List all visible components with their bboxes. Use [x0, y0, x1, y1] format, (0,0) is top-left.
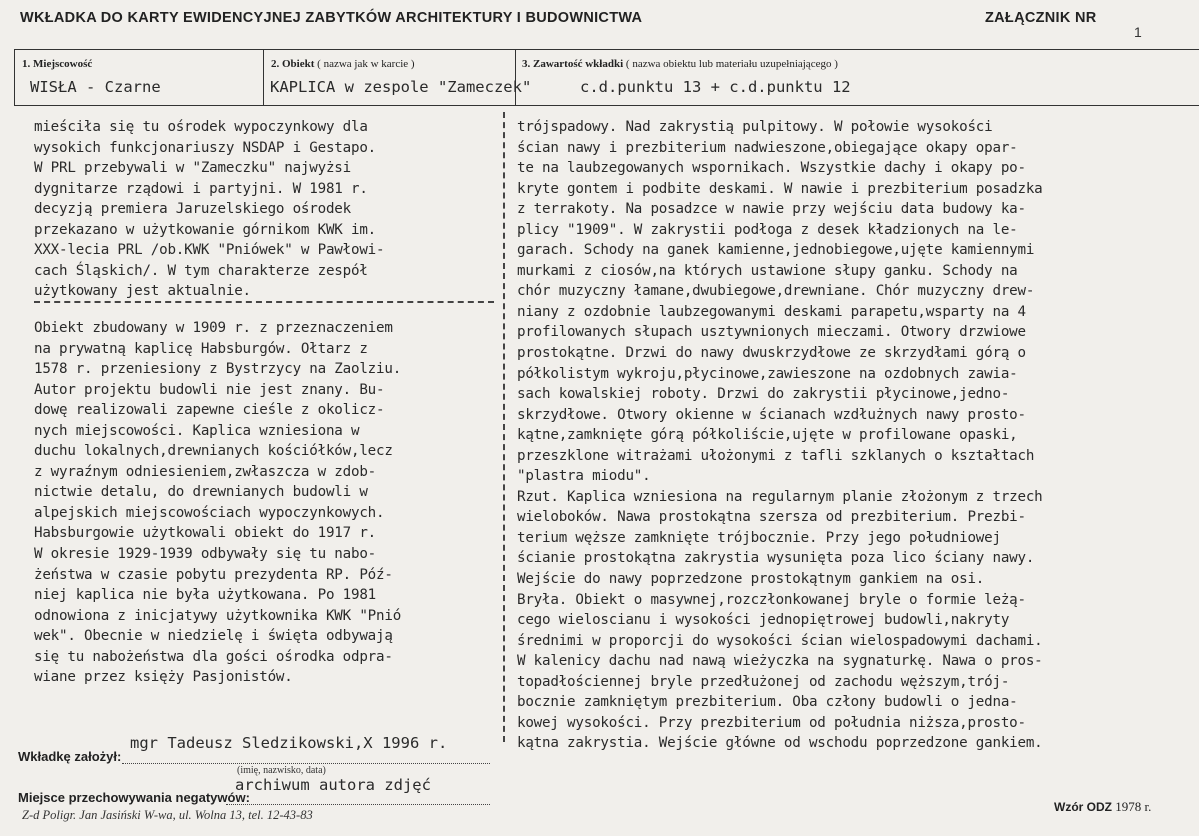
text-line: kątna zakrystia. Wejście główne od wschodu poprzedzone gankiem. — [517, 735, 1043, 752]
left-text-block-1 — [34, 117, 384, 302]
text-line: prostokątne. Drzwi do nawy dwuskrzydłowe ze skrzydłami górą o — [517, 345, 1026, 362]
text-line: profilowanych słupach usztywnionych mieczami. Otwory drzwiowe — [517, 324, 1026, 341]
annex-number: 1 — [1134, 24, 1142, 40]
text-line: terium węższe zamknięte trójbocznie. Przy jego południowej — [517, 529, 1001, 546]
section-separator — [34, 301, 494, 303]
text-line: Rzut. Kaplica wzniesiona na regularnym planie złożonym z trzech — [517, 488, 1043, 505]
annex-label: ZAŁĄCZNIK NR — [985, 10, 1097, 26]
text-line: garach. Schody na ganek kamienne,jednobiegowe,ujęte kamiennymi — [517, 242, 1035, 259]
text-line: duchu lokalnych,drewnianych kościółków,lecz — [34, 443, 393, 460]
negatives-dotted-line — [226, 804, 490, 805]
field-content-value: c.d.punktu 13 + c.d.punktu 12 — [580, 78, 851, 96]
author-dotted-line — [122, 763, 490, 764]
field-content-label: 3. Zawartość wkładki ( nazwa obiektu lub materiału uzupełniającego ) — [522, 58, 838, 70]
field-object-label: 2. Obiekt ( nazwa jak w karcie ) — [271, 58, 415, 70]
field-divider-1 — [263, 49, 264, 106]
text-line: bocznie zamkniętym prezbiterium. Oba człony budowli o jedna- — [517, 694, 1018, 711]
text-line: W kalenicy dachu nad nawą wieżyczka na sygnaturkę. Nawa o pros- — [517, 653, 1043, 670]
text-line: plicy "1909". W zakrystii podłoga z desek kładzionych na le- — [517, 221, 1018, 238]
text-line: cego wieloscianu i wysokości jednopiętrowej budowli,nakryty — [517, 612, 1010, 629]
fields-rule — [14, 105, 1199, 106]
text-line: wieloboków. Nawa prostokątna szersza od prezbiterium. Prezbi- — [517, 509, 1026, 526]
text-line: W PRL przebywali w "Zameczku" najwyżsi — [34, 160, 351, 177]
text-line: nictwie detalu, do drewnianych budowli w — [34, 484, 368, 501]
text-line: sach kowalskiej roboty. Drzwi do zakrystii płycinowe,jedno- — [517, 386, 1010, 403]
negatives-value: archiwum autora zdjęć — [235, 776, 431, 794]
text-line: decyzją premiera Jaruzelskiego ośrodek — [34, 201, 351, 218]
text-line: te na laubzegowanych wspornikach. Wszystkie dachy i okapy po- — [517, 160, 1026, 177]
text-line: na prywatną kaplicę Habsburgów. Ołtarz z — [34, 340, 368, 357]
text-line: chór muzyczny łamane,dwubiegowe,drewniane. Chór muzyczny drew- — [517, 283, 1035, 300]
text-line: wysokich funkcjonariuszy NSDAP i Gestapo. — [34, 139, 377, 156]
field-locality-value: WISŁA - Czarne — [30, 78, 161, 96]
text-line: Obiekt zbudowany w 1909 r. z przeznaczeniem — [34, 320, 393, 336]
column-divider — [503, 112, 505, 742]
text-line: murkami z ciosów,na których ustawione słupy ganku. Schody na — [517, 262, 1018, 279]
text-line: topadłościennej bryle przedłużonej od zachodu węższym,trój- — [517, 673, 1010, 690]
text-line: skrzydłowe. Otwory okienne w ścianach wzdłużnych nawy prosto- — [517, 406, 1026, 423]
text-line: cach Śląskich/. W tym charakterze zespół — [34, 262, 368, 279]
left-text-block-2 — [34, 318, 401, 688]
author-hint: (imię, nazwisko, data) — [237, 765, 326, 776]
text-line: XXX-lecia PRL /ob.KWK "Pniówek" w Pawłowi- — [34, 242, 385, 259]
field-content-hint: ( nazwa obiektu lub materiału uzupełniającego ) — [625, 58, 838, 70]
text-line: dowę realizowali zapewne cieśle z okolicz- — [34, 402, 385, 419]
field-object-hint: ( nazwa jak w karcie ) — [317, 58, 415, 70]
text-line: Bryła. Obiekt o masywnej,rozczłonkowanej bryle o formie leżą- — [517, 591, 1026, 608]
author-value: mgr Tadeusz Sledzikowski,X 1996 r. — [130, 734, 448, 752]
text-line: "plastra miodu". — [517, 468, 651, 485]
text-line: się tu nabożeństwa dla gości ośrodka odpra- — [34, 648, 393, 665]
text-line: kątne,zamknięte górą półkoliście,ujęte w profilowane opaski, — [517, 427, 1018, 444]
text-line: niej kaplica nie była użytkowana. Po 1981 — [34, 587, 377, 604]
text-line: wiane przez księży Pasjonistów. — [34, 669, 293, 686]
text-line: Autor projektu budowli nie jest znany. Bu- — [34, 381, 385, 398]
text-line: Habsburgowie użytkowali obiekt do 1917 r. — [34, 525, 377, 542]
printer-imprint: Z-d Poligr. Jan Jasiński W-wa, ul. Wolna 13, tel. 12-43-83 — [22, 808, 313, 822]
text-line: 1578 r. przeniesiony z Bystrzycy na Zaolziu. — [34, 361, 402, 378]
text-line: przeszklone witrażami ułożonymi z tafli szklanych o kształtach — [517, 447, 1035, 464]
text-line: Wejście do nawy poprzedzone prostokątnym gankiem na osi. — [517, 571, 985, 588]
field-locality-label: 1. Miejscowość — [22, 58, 93, 70]
header-rule — [14, 49, 1199, 50]
text-line: przekazano w użytkowanie górnikom KWK im. — [34, 221, 377, 238]
right-text-block — [517, 117, 1043, 754]
text-line: kowej wysokości. Przy prezbiterium od południa niższa,prosto- — [517, 714, 1026, 731]
text-line: trójspadowy. Nad zakrystią pulpitowy. W połowie wysokości — [517, 119, 993, 135]
text-line: alpejskich miejscowościach wypoczynkowych. — [34, 504, 385, 521]
text-line: dygnitarze rządowi i partyjni. W 1981 r. — [34, 180, 368, 197]
negatives-label: Miejsce przechowywania negatywów: — [18, 790, 250, 805]
text-line: żeństwa w czasie pobytu prezydenta RP. Póź- — [34, 566, 393, 583]
text-line: W okresie 1929-1939 odbywały się tu nabo- — [34, 546, 377, 563]
text-line: ścianie prostokątna zakrystia wysunięta poza lico ściany nawy. — [517, 550, 1035, 567]
text-line: z terrakoty. Na posadzce w nawie przy wejściu data budowy ka- — [517, 201, 1026, 218]
text-line: niany z ozdobnie laubzegowanymi deskami parapetu,wsparty na 4 — [517, 303, 1026, 320]
field-object-value: KAPLICA w zespole "Zameczek" — [270, 78, 532, 96]
text-line: z wyraźnym odniesieniem,zwłaszcza w zdob- — [34, 463, 377, 480]
text-line: użytkowany jest aktualnie. — [34, 283, 251, 300]
text-line: kryte gontem i podbite deskami. W nawie i prezbiterium posadzka — [517, 180, 1043, 197]
text-line: mieściła się tu ośrodek wypoczynkowy dla — [34, 119, 368, 135]
text-line: odnowiona z inicjatywy użytkownika KWK "Pnió — [34, 607, 402, 624]
text-line: wek". Obecnie w niedzielę i święta odbywają — [34, 628, 393, 645]
author-label: Wkładkę założył: — [18, 749, 122, 764]
text-line: nych miejscowości. Kaplica wzniesiona w — [34, 422, 360, 439]
text-line: półkolistym wykroju,płycinowe,zawieszone na ozdobnych zawia- — [517, 365, 1018, 382]
form-title: WKŁADKA DO KARTY EWIDENCYJNEJ ZABYTKÓW ARCHITEKTURY I BUDOWNICTWA — [20, 10, 643, 26]
text-line: średnimi w proporcji do wysokości ścian wielospadowymi dachami. — [517, 632, 1043, 649]
text-line: ścian nawy i prezbiterium nadwieszone,obiegające okapy opar- — [517, 139, 1018, 156]
field-border-left — [14, 49, 15, 106]
form-model: Wzór ODZ 1978 r. — [1054, 799, 1152, 814]
